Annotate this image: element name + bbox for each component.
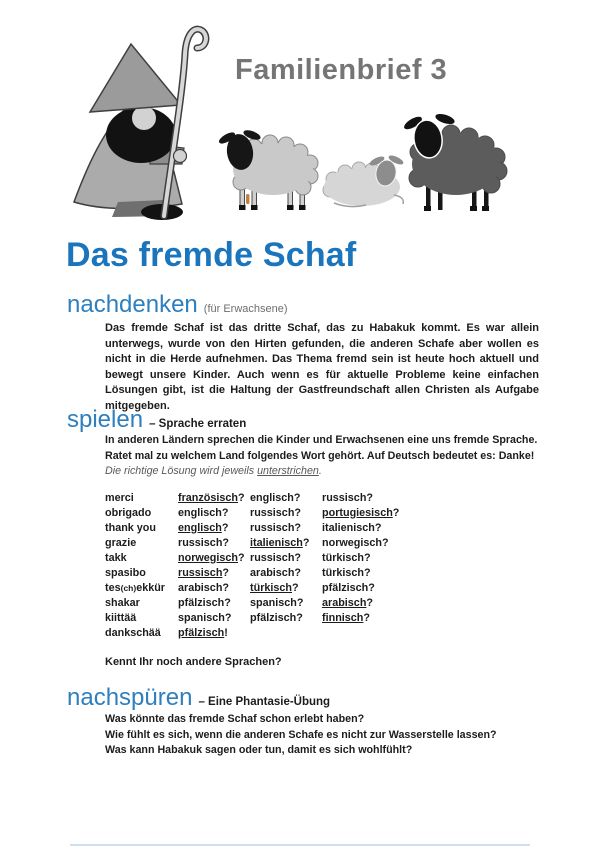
table-row bbox=[105, 535, 394, 550]
hint-prefix: Die richtige Lösung wird jeweils bbox=[105, 465, 258, 477]
spielen-closing: Kennt Ihr noch andere Sprachen? bbox=[105, 656, 282, 668]
language-option: norwegisch? bbox=[322, 536, 389, 549]
language-option-correct: arabisch? bbox=[322, 596, 374, 609]
page-title: Familienbrief 3 bbox=[235, 54, 448, 86]
table-row bbox=[105, 625, 394, 640]
language-option: englisch? bbox=[178, 506, 229, 519]
language-option-correct: portugiesisch? bbox=[322, 506, 400, 519]
table-row bbox=[105, 595, 394, 610]
language-option: türkisch? bbox=[322, 566, 371, 579]
spielen-hint bbox=[105, 464, 537, 480]
foreign-word: thank you bbox=[105, 521, 156, 534]
language-option: russisch? bbox=[322, 491, 374, 504]
foreign-word: shakar bbox=[105, 596, 140, 609]
foreign-word: takk bbox=[105, 551, 127, 564]
spielen-intro bbox=[105, 433, 537, 480]
shepherd-habakuk-icon bbox=[74, 29, 206, 220]
language-option-correct: russisch? bbox=[178, 566, 230, 579]
language-option: pfälzisch? bbox=[250, 611, 303, 624]
language-option: russisch? bbox=[250, 506, 302, 519]
language-option-correct: pfälzisch! bbox=[178, 626, 228, 639]
foreign-word: spasibo bbox=[105, 566, 146, 579]
language-option: pfälzisch? bbox=[322, 581, 375, 594]
section-nachspueren-heading bbox=[67, 684, 330, 712]
language-option: spanisch? bbox=[178, 611, 232, 624]
table-row bbox=[105, 610, 394, 625]
spielen-line1: In anderen Ländern sprechen die Kinder und Erwachsenen eine uns fremde Sprache. bbox=[105, 434, 538, 446]
foreign-word: kiittää bbox=[105, 611, 137, 624]
section-nachdenken-heading bbox=[67, 291, 288, 319]
table-row bbox=[105, 565, 394, 580]
document-heading: Das fremde Schaf bbox=[66, 236, 357, 274]
table-row bbox=[105, 505, 400, 520]
nachspueren-title: nachspüren bbox=[67, 684, 193, 711]
question-3: Was kann Habakuk sagen oder tun, damit es sich wohlfühlt? bbox=[105, 744, 413, 756]
lying-lamb-icon bbox=[323, 154, 405, 207]
language-option: pfälzisch? bbox=[178, 596, 231, 609]
foreign-word: obrigado bbox=[105, 506, 152, 519]
question-2: Wie fühlt es sich, wenn die anderen Schafe es nicht zur Wasserstelle lassen? bbox=[105, 728, 497, 741]
header-illustration bbox=[0, 6, 600, 228]
language-option: russisch? bbox=[250, 521, 302, 534]
light-sheep-icon bbox=[217, 128, 318, 210]
hint-suffix: . bbox=[318, 465, 322, 477]
nachspueren-questions bbox=[105, 712, 497, 759]
language-option: türkisch? bbox=[322, 551, 371, 564]
language-option-correct: türkisch? bbox=[250, 581, 299, 594]
language-option-correct: finnisch? bbox=[322, 611, 370, 624]
language-option: russisch? bbox=[250, 551, 302, 564]
language-option-correct: englisch? bbox=[178, 521, 229, 534]
language-option: italienisch? bbox=[322, 521, 382, 534]
language-option-correct: französisch? bbox=[178, 491, 245, 504]
foreign-word: tes(ch)ekkür bbox=[105, 581, 166, 594]
table-row bbox=[105, 490, 394, 505]
nachdenken-paragraph: Das fremde Schaf ist das dritte Schaf, das zu Habakuk kommt. Es war allein unterwegs, wurde von den Hirten gefunden, die anderen Schafe aber wollen es nicht in die Herde aufnehmen. Das Thema fremd sein ist heute hoch aktuell und bewegt unsere Kinder. Auch wenn es für aktuelle Probleme keine einfachen Lösungen gibt, ist die Haltung der Gastfreundschaft allen Christen als Aufgabe mitgegeben. bbox=[105, 322, 539, 412]
table-row bbox=[105, 580, 394, 595]
section-spielen-heading bbox=[67, 406, 246, 434]
foreign-word: grazie bbox=[105, 536, 137, 549]
spielen-line2: Ratet mal zu welchem Land folgendes Wort gehört. Auf Deutsch bedeutet es: Danke! bbox=[105, 449, 535, 462]
language-option: arabisch? bbox=[250, 566, 302, 579]
hint-underlined: unterstrichen bbox=[257, 465, 319, 477]
language-option: russisch? bbox=[178, 536, 230, 549]
language-option-correct: norwegisch? bbox=[178, 551, 245, 564]
footer-divider bbox=[70, 844, 530, 846]
language-option: englisch? bbox=[250, 491, 301, 504]
spielen-title: spielen bbox=[67, 406, 144, 433]
language-option: arabisch? bbox=[178, 581, 230, 594]
spielen-subtitle: – Sprache erraten bbox=[149, 418, 247, 430]
language-table bbox=[105, 490, 400, 640]
foreign-word: merci bbox=[105, 491, 134, 504]
table-row bbox=[105, 520, 394, 535]
nachdenken-title: nachdenken bbox=[67, 291, 198, 318]
language-option-correct: italienisch? bbox=[250, 536, 310, 549]
dark-sheep-icon bbox=[402, 112, 507, 211]
table-row bbox=[105, 550, 394, 565]
nachdenken-subtitle: (für Erwachsene) bbox=[203, 303, 288, 315]
language-option: spanisch? bbox=[250, 596, 304, 609]
foreign-word: dankschää bbox=[105, 626, 161, 639]
question-1: Was könnte das fremde Schaf schon erlebt haben? bbox=[105, 713, 365, 725]
nachspueren-subtitle: – Eine Phantasie-Übung bbox=[198, 696, 331, 708]
